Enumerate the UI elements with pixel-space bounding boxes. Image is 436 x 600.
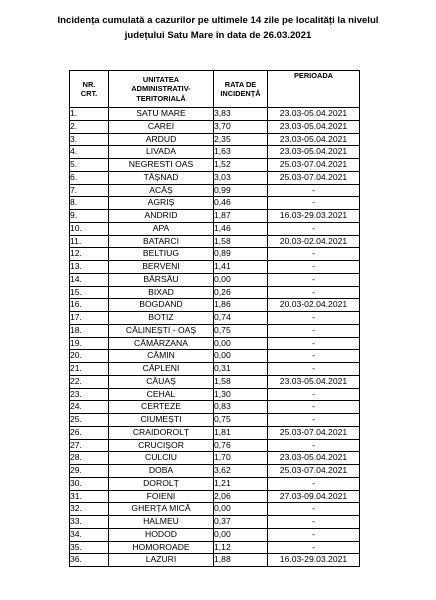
table-row — [70, 197, 360, 210]
table-row — [70, 299, 360, 312]
table-row — [70, 452, 360, 465]
locality-name: BERVENI — [109, 261, 214, 274]
period: - — [268, 503, 360, 516]
locality-name: HALMEU — [109, 516, 214, 529]
incidence-rate: 1,21 — [214, 477, 268, 490]
table-row — [70, 426, 360, 439]
row-number: 3. — [70, 133, 109, 146]
locality-name: HODOD — [109, 528, 214, 541]
locality-name: LAZURI — [109, 554, 214, 567]
incidence-rate: 0,00 — [214, 528, 268, 541]
period: - — [268, 414, 360, 427]
row-number: 28. — [70, 452, 109, 465]
table-body — [70, 108, 360, 567]
period: - — [268, 541, 360, 554]
incidence-rate: 0,31 — [214, 363, 268, 376]
period: - — [268, 350, 360, 363]
row-number: 7. — [70, 184, 109, 197]
period: 23.03-05.04.2021 — [268, 375, 360, 388]
row-number: 32. — [70, 503, 109, 516]
header-period — [268, 71, 360, 108]
locality-name: CAREI — [109, 120, 214, 133]
incidence-rate: 1,70 — [214, 452, 268, 465]
locality-name: AGRIȘ — [109, 197, 214, 210]
header-unit-line-2: ADMINISTRATIV- — [131, 84, 191, 94]
row-number: 15. — [70, 286, 109, 299]
table-row — [70, 108, 360, 121]
incidence-rate: 0,00 — [214, 350, 268, 363]
row-number: 29. — [70, 465, 109, 478]
incidence-rate: 0,00 — [214, 273, 268, 286]
row-number: 20. — [70, 350, 109, 363]
header-nr-line-1: NR. — [82, 79, 96, 89]
period: - — [268, 248, 360, 261]
locality-name: BIXAD — [109, 286, 214, 299]
locality-name: CĂUAȘ — [109, 375, 214, 388]
header-unit — [109, 71, 214, 108]
incidence-rate: 1,46 — [214, 222, 268, 235]
period: 23.03-05.04.2021 — [268, 146, 360, 159]
row-number: 6. — [70, 171, 109, 184]
row-number: 25. — [70, 414, 109, 427]
row-number: 33. — [70, 516, 109, 529]
row-number: 27. — [70, 439, 109, 452]
incidence-rate: 1,86 — [214, 299, 268, 312]
incidence-rate: 0,37 — [214, 516, 268, 529]
incidence-rate: 1,88 — [214, 554, 268, 567]
table-row — [70, 184, 360, 197]
table-row — [70, 401, 360, 414]
row-number: 34. — [70, 528, 109, 541]
table-header-row — [70, 71, 360, 108]
period: 25.03-07.04.2021 — [268, 171, 360, 184]
period: 23.03-05.04.2021 — [268, 120, 360, 133]
locality-name: APA — [109, 222, 214, 235]
period: 25.03-07.04.2021 — [268, 426, 360, 439]
locality-name: BĂRSĂU — [109, 273, 214, 286]
locality-name: BOTIZ — [109, 312, 214, 325]
locality-name: ANDRID — [109, 210, 214, 223]
row-number: 36. — [70, 554, 109, 567]
table-row — [70, 120, 360, 133]
incidence-rate: 1,87 — [214, 210, 268, 223]
row-number: 19. — [70, 337, 109, 350]
header-rate — [214, 71, 268, 108]
locality-name: CĂPLENI — [109, 363, 214, 376]
period: 25.03-07.04.2021 — [268, 465, 360, 478]
table-row — [70, 375, 360, 388]
period: 16.03-29.03.2021 — [268, 554, 360, 567]
table-row — [70, 528, 360, 541]
incidence-rate: 0,46 — [214, 197, 268, 210]
incidence-rate: 0,83 — [214, 401, 268, 414]
row-number: 4. — [70, 146, 109, 159]
table-row — [70, 261, 360, 274]
table-row — [70, 363, 360, 376]
row-number: 9. — [70, 210, 109, 223]
period: 23.03-05.04.2021 — [268, 452, 360, 465]
incidence-rate: 1,30 — [214, 388, 268, 401]
incidence-rate: 0,89 — [214, 248, 268, 261]
row-number: 5. — [70, 159, 109, 172]
incidence-rate: 0,75 — [214, 414, 268, 427]
period: - — [268, 197, 360, 210]
table-row — [70, 414, 360, 427]
period: - — [268, 184, 360, 197]
table-row — [70, 388, 360, 401]
row-number: 1. — [70, 108, 109, 121]
table-row — [70, 248, 360, 261]
locality-name: ACĂȘ — [109, 184, 214, 197]
period: - — [268, 477, 360, 490]
table-row — [70, 337, 360, 350]
header-nr-crt — [70, 71, 109, 108]
row-number: 17. — [70, 312, 109, 325]
period: - — [268, 222, 360, 235]
row-number: 2. — [70, 120, 109, 133]
table-row — [70, 171, 360, 184]
header-unit-line-3: TERITORIALĂ — [136, 93, 186, 103]
period: 27.03-09.04.2021 — [268, 490, 360, 503]
incidence-rate: 3,62 — [214, 465, 268, 478]
table-row — [70, 490, 360, 503]
locality-name: CEHAL — [109, 388, 214, 401]
row-number: 23. — [70, 388, 109, 401]
table-row — [70, 133, 360, 146]
locality-name: BATARCI — [109, 235, 214, 248]
table-row — [70, 477, 360, 490]
row-number: 35. — [70, 541, 109, 554]
locality-name: BELTIUG — [109, 248, 214, 261]
header-period-line-1: PERIOADA — [293, 71, 333, 80]
title-line-2: județului Satu Mare în data de 26.03.2021 — [124, 30, 312, 41]
incidence-rate: 3,03 — [214, 171, 268, 184]
period: 20.03-02.04.2021 — [268, 235, 360, 248]
locality-name: DOROLȚ — [109, 477, 214, 490]
table-row — [70, 541, 360, 554]
table-row — [70, 146, 360, 159]
period: 25.03-07.04.2021 — [268, 159, 360, 172]
locality-name: CULCIU — [109, 452, 214, 465]
period: 23.03-05.04.2021 — [268, 108, 360, 121]
table-row — [70, 350, 360, 363]
row-number: 31. — [70, 490, 109, 503]
locality-name: SATU MARE — [109, 108, 214, 121]
locality-name: CĂLINEȘTI - OAȘ — [109, 324, 214, 337]
incidence-rate: 3,83 — [214, 108, 268, 121]
table-row — [70, 465, 360, 478]
locality-name: GHERȚA MICĂ — [109, 503, 214, 516]
incidence-rate: 1,52 — [214, 159, 268, 172]
header-unit-line-1: UNITATEA — [142, 74, 180, 84]
period: - — [268, 401, 360, 414]
period: - — [268, 388, 360, 401]
incidence-rate: 1,63 — [214, 146, 268, 159]
period: - — [268, 312, 360, 325]
incidence-table — [69, 70, 360, 567]
locality-name: DOBA — [109, 465, 214, 478]
incidence-rate: 0,26 — [214, 286, 268, 299]
locality-name: HOMOROADE — [109, 541, 214, 554]
table-row — [70, 235, 360, 248]
locality-name: CERTEZE — [109, 401, 214, 414]
document-title — [0, 13, 436, 43]
header-nr-line-2: CRT. — [80, 89, 98, 98]
incidence-rate: 0,74 — [214, 312, 268, 325]
locality-name: NEGRESTI OAS — [109, 159, 214, 172]
period: 16.03-29.03.2021 — [268, 210, 360, 223]
row-number: 11. — [70, 235, 109, 248]
row-number: 18. — [70, 324, 109, 337]
title-line-1: Incidența cumulată a cazurilor pe ultimele 14 zile pe localități la nivelul — [57, 15, 379, 26]
incidence-rate: 0,00 — [214, 337, 268, 350]
incidence-rate: 1,41 — [214, 261, 268, 274]
row-number: 10. — [70, 222, 109, 235]
header-rate-line-1: RATA DE — [224, 79, 257, 89]
locality-name: LIVADA — [109, 146, 214, 159]
period: - — [268, 363, 360, 376]
table-row — [70, 516, 360, 529]
table-row — [70, 286, 360, 299]
table-row — [70, 312, 360, 325]
incidence-rate: 1,12 — [214, 541, 268, 554]
row-number: 22. — [70, 375, 109, 388]
table-row — [70, 324, 360, 337]
row-number: 26. — [70, 426, 109, 439]
incidence-rate: 3,70 — [214, 120, 268, 133]
row-number: 8. — [70, 197, 109, 210]
header-rate-line-2: INCIDENȚĂ — [220, 89, 261, 98]
row-number: 24. — [70, 401, 109, 414]
locality-name: FOIENI — [109, 490, 214, 503]
row-number: 16. — [70, 299, 109, 312]
period: - — [268, 273, 360, 286]
period: - — [268, 337, 360, 350]
table-row — [70, 273, 360, 286]
incidence-rate: 0,75 — [214, 324, 268, 337]
locality-name: CRUCIȘOR — [109, 439, 214, 452]
incidence-rate: 1,81 — [214, 426, 268, 439]
period: - — [268, 516, 360, 529]
incidence-rate: 2,35 — [214, 133, 268, 146]
period: 23.03-05.04.2021 — [268, 133, 360, 146]
row-number: 13. — [70, 261, 109, 274]
locality-name: CRAIDOROLȚ — [109, 426, 214, 439]
table-row — [70, 210, 360, 223]
table-row — [70, 222, 360, 235]
table-row — [70, 159, 360, 172]
period: - — [268, 528, 360, 541]
period: - — [268, 324, 360, 337]
period: - — [268, 439, 360, 452]
period: - — [268, 286, 360, 299]
row-number: 30. — [70, 477, 109, 490]
locality-name: TĂȘNAD — [109, 171, 214, 184]
row-number: 14. — [70, 273, 109, 286]
locality-name: CĂMĂRZANA — [109, 337, 214, 350]
incidence-rate: 0,00 — [214, 503, 268, 516]
incidence-rate: 2,06 — [214, 490, 268, 503]
incidence-rate: 1,58 — [214, 235, 268, 248]
locality-name: ARDUD — [109, 133, 214, 146]
row-number: 12. — [70, 248, 109, 261]
incidence-rate: 1,58 — [214, 375, 268, 388]
locality-name: CĂMIN — [109, 350, 214, 363]
period: 20.03-02.04.2021 — [268, 299, 360, 312]
table-row — [70, 503, 360, 516]
locality-name: BOGDAND — [109, 299, 214, 312]
table-row — [70, 439, 360, 452]
incidence-rate: 0,99 — [214, 184, 268, 197]
row-number: 21. — [70, 363, 109, 376]
period: - — [268, 261, 360, 274]
incidence-rate: 0,76 — [214, 439, 268, 452]
locality-name: CIUMEȘTI — [109, 414, 214, 427]
table-row — [70, 554, 360, 567]
